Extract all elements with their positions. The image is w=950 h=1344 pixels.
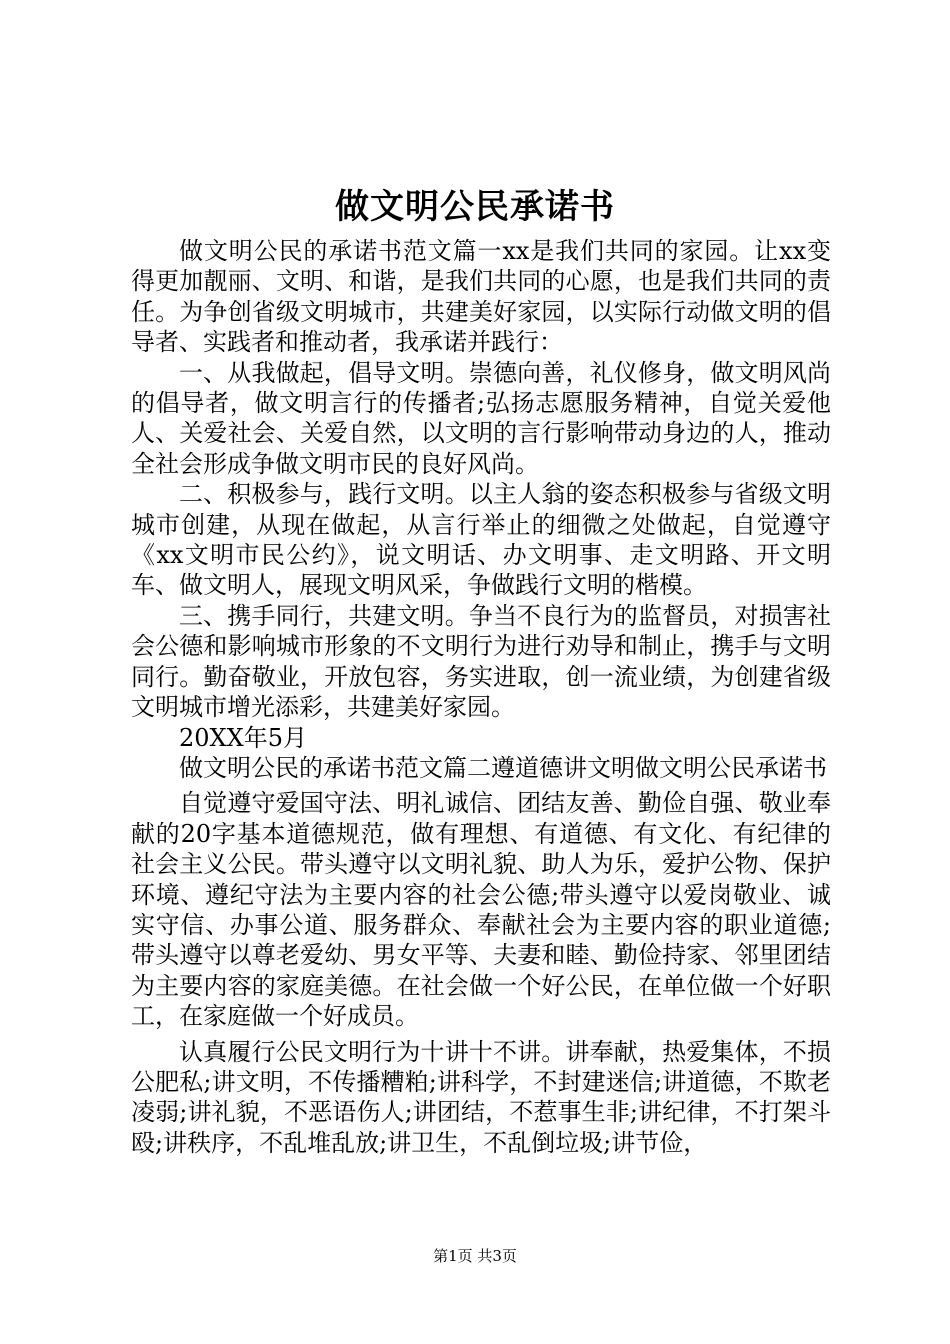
paragraph-section-two-heading: 做文明公民的承诺书范文篇二遵道德讲文明做文明公民承诺书 <box>179 753 827 782</box>
paragraph-moral-norms: 自觉遵守爱国守法、明礼诚信、团结友善、勤俭自强、敬业奉献的20字基本道德规范，做有理想、有道德、有文化、有纪律的社会主义公民。带头遵守以文明礼貌、助人为乐，爱护公物、保护环境、遵纪守法为主要内容的社会公德;带头遵守以爱岗敬业、诚实守信、办事公道、服务群众、奉献社会为主要内容的职业道德;带头遵守以尊老爱幼、男女平等、夫妻和睦、勤俭持家、邻里团结为主要内容的家庭美德。在社会做一个好公民，在单位做一个好职工，在家庭做一个好成员。 <box>131 789 831 1031</box>
paragraph-intro: 做文明公民的承诺书范文篇一xx是我们共同的家园。让xx变得更加靓丽、文明、和谐，是我们共同的心愿，也是我们共同的责任。为争创省级文明城市，共建美好家园，以实际行动做文明的倡导者、实践者和推动者，我承诺并践行： <box>131 237 831 357</box>
paragraph-point-three: 三、携手同行，共建文明。争当不良行为的监督员，对损害社会公德和影响城市形象的不文明行为进行劝导和制止，携手与文明同行。勤奋敬业，开放包容，务实进取，创一流业绩，为创建省级文明城市增光添彩，共建美好家园。 <box>131 601 831 722</box>
paragraph-point-two: 二、积极参与，践行文明。以主人翁的姿态积极参与省级文明城市创建，从现在做起，从言行举止的细微之处做起，自觉遵守《xx文明市民公约》，说文明话、办文明事、走文明路、开文明车、做文明人，展现文明风采，争做践行文明的楷模。 <box>131 480 831 600</box>
paragraph-ten-rules: 认真履行公民文明行为十讲十不讲。讲奉献，热爱集体，不损公肥私;讲文明，不传播糟粕;讲科学，不封建迷信;讲道德，不欺老凌弱;讲礼貌，不恶语伤人;讲团结，不惹事生非;讲纪律，不打架斗殴;讲秩序，不乱堆乱放;讲卫生，不乱倒垃圾;讲节俭， <box>131 1037 831 1157</box>
date-line: 20XX年5月 <box>179 723 307 752</box>
page-footer: 第1页 共3页 <box>433 1247 517 1265</box>
document-title: 做文明公民承诺书 <box>335 187 615 227</box>
paragraph-point-one: 一、从我做起，倡导文明。崇德向善，礼仪修身，做文明风尚的倡导者，做文明言行的传播者;弘扬志愿服务精神，自觉关爱他人、关爱社会、关爱自然，以文明的言行影响带动身边的人，推动全社会形成争做文明市民的良好风尚。 <box>131 358 831 478</box>
document-body <box>131 236 831 1158</box>
